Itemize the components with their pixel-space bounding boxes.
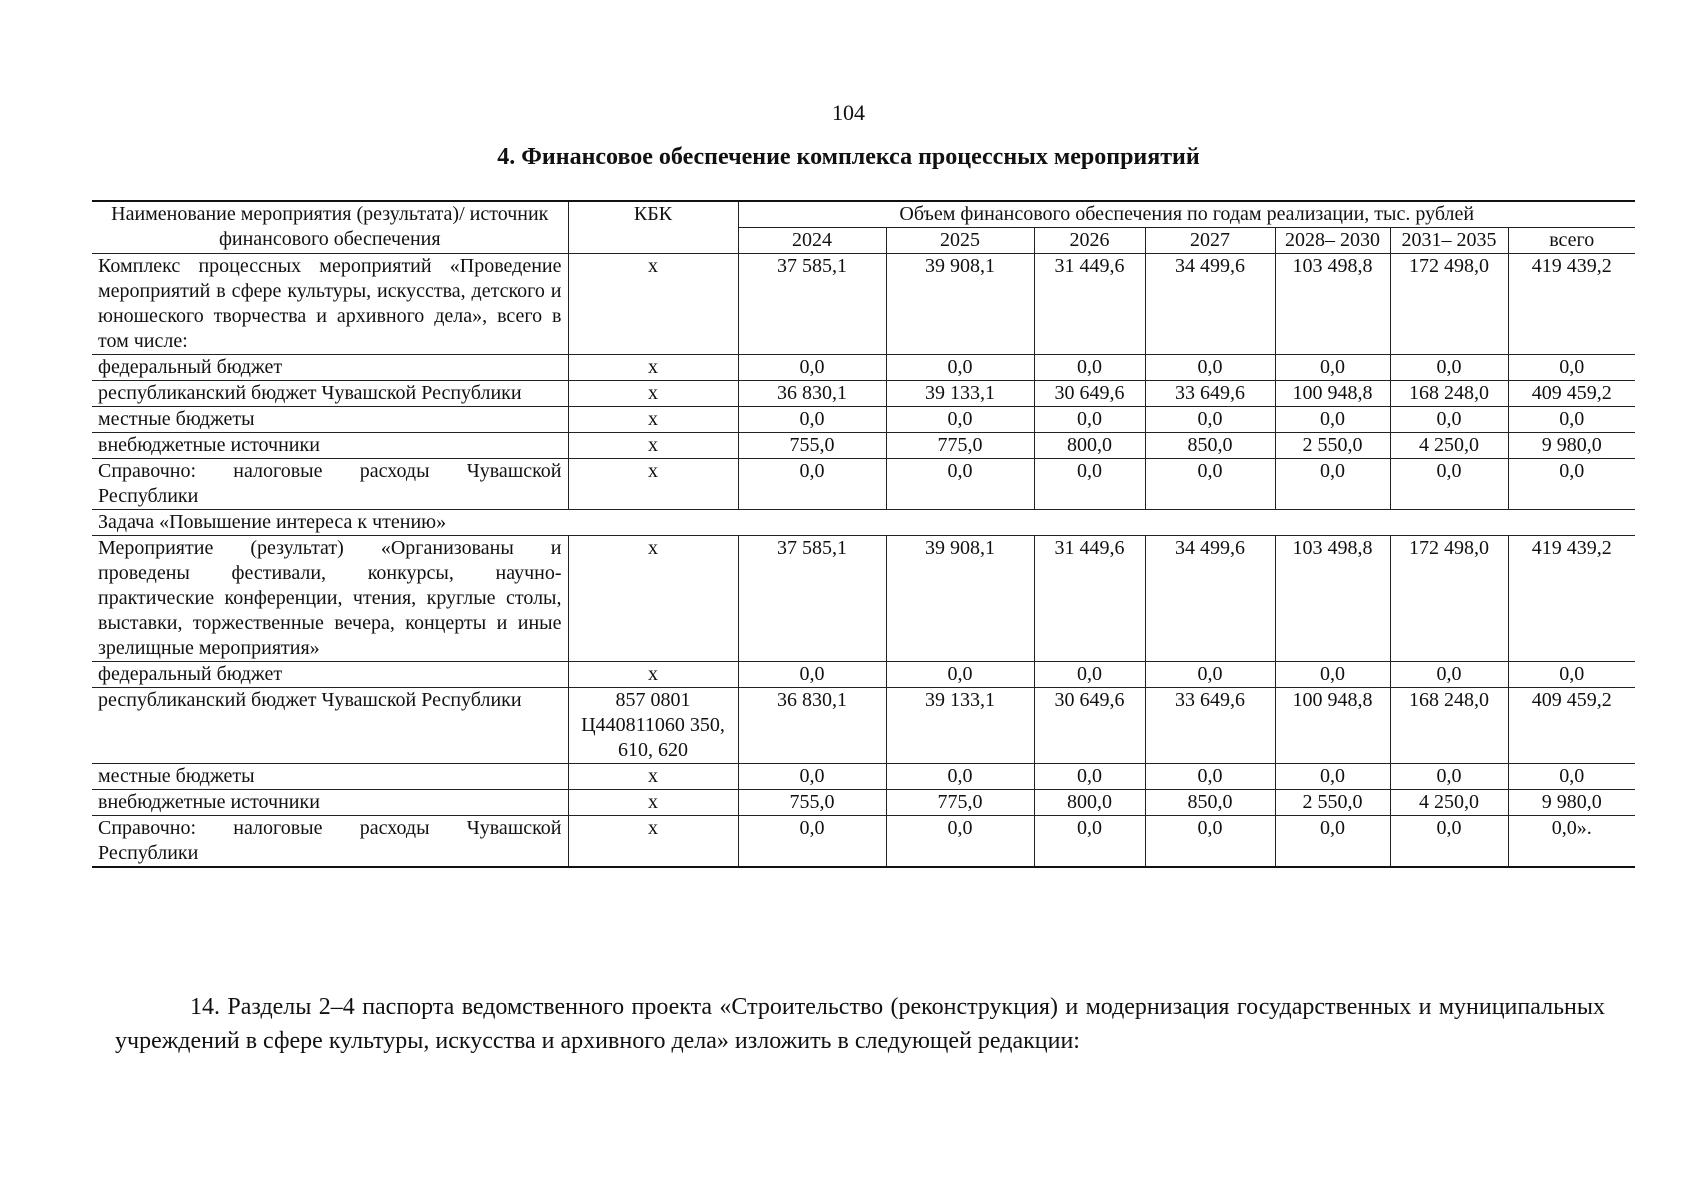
row-kbk: х xyxy=(568,254,738,355)
row-value-3: 33 649,6 xyxy=(1145,381,1275,407)
row-kbk: х xyxy=(568,459,738,510)
row-name: внебюджетные источники xyxy=(92,433,568,459)
row-value-6: 0,0». xyxy=(1508,816,1635,868)
row-name: республиканский бюджет Чувашской Республики xyxy=(92,381,568,407)
row-value-2: 30 649,6 xyxy=(1034,381,1145,407)
row-value-5: 0,0 xyxy=(1390,355,1508,381)
row-value-1: 0,0 xyxy=(886,355,1034,381)
row-value-2: 0,0 xyxy=(1034,816,1145,868)
header-year-5: 2031– 2035 xyxy=(1390,228,1508,254)
row-value-5: 168 248,0 xyxy=(1390,688,1508,764)
table-row xyxy=(92,764,1635,790)
row-value-0: 37 585,1 xyxy=(738,254,886,355)
row-value-4: 0,0 xyxy=(1275,355,1390,381)
row-name: федеральный бюджет xyxy=(92,662,568,688)
row-value-5: 4 250,0 xyxy=(1390,790,1508,816)
row-value-0: 36 830,1 xyxy=(738,381,886,407)
row-value-6: 409 459,2 xyxy=(1508,688,1635,764)
header-year-2: 2026 xyxy=(1034,228,1145,254)
header-kbk-column: КБК xyxy=(568,201,738,254)
row-kbk: х xyxy=(568,816,738,868)
row-value-2: 800,0 xyxy=(1034,433,1145,459)
financing-table xyxy=(92,200,1635,868)
row-value-0: 755,0 xyxy=(738,790,886,816)
row-kbk: х xyxy=(568,355,738,381)
row-value-1: 0,0 xyxy=(886,407,1034,433)
row-name: федеральный бюджет xyxy=(92,355,568,381)
table-row xyxy=(92,536,1635,662)
row-name: местные бюджеты xyxy=(92,764,568,790)
row-value-6: 0,0 xyxy=(1508,764,1635,790)
row-value-2: 0,0 xyxy=(1034,662,1145,688)
row-value-1: 0,0 xyxy=(886,662,1034,688)
row-name: республиканский бюджет Чувашской Республики xyxy=(92,688,568,764)
row-value-0: 37 585,1 xyxy=(738,536,886,662)
row-value-0: 0,0 xyxy=(738,816,886,868)
row-value-2: 800,0 xyxy=(1034,790,1145,816)
row-value-0: 0,0 xyxy=(738,407,886,433)
row-value-5: 0,0 xyxy=(1390,407,1508,433)
row-kbk: х xyxy=(568,407,738,433)
row-kbk: х xyxy=(568,662,738,688)
row-name: Справочно: налоговые расходы Чувашской Республики xyxy=(92,816,568,868)
row-value-3: 0,0 xyxy=(1145,459,1275,510)
row-value-6: 419 439,2 xyxy=(1508,254,1635,355)
table-row xyxy=(92,433,1635,459)
row-value-3: 0,0 xyxy=(1145,764,1275,790)
header-volume-group: Объем финансового обеспечения по годам реализации, тыс. рублей xyxy=(738,201,1635,228)
row-value-2: 31 449,6 xyxy=(1034,254,1145,355)
row-value-6: 0,0 xyxy=(1508,407,1635,433)
header-year-0: 2024 xyxy=(738,228,886,254)
table-row xyxy=(92,790,1635,816)
section-title: 4. Финансовое обеспечение комплекса процессных мероприятий xyxy=(497,144,1200,170)
row-value-0: 36 830,1 xyxy=(738,688,886,764)
row-kbk: х xyxy=(568,433,738,459)
amendment-paragraph: 14. Разделы 2–4 паспорта ведомственного проекта «Строительство (реконструкция) и модернизация государственных и муниципальных учреждений в сфере культуры, искусства и архивного дела» изложить в следующей редакции: xyxy=(115,994,1605,1054)
row-value-1: 39 133,1 xyxy=(886,381,1034,407)
row-kbk: 857 0801 Ц440811060 350, 610, 620 xyxy=(568,688,738,764)
table-row xyxy=(92,816,1635,868)
row-value-4: 2 550,0 xyxy=(1275,433,1390,459)
row-value-1: 775,0 xyxy=(886,433,1034,459)
row-value-6: 0,0 xyxy=(1508,662,1635,688)
row-value-5: 172 498,0 xyxy=(1390,536,1508,662)
row-name: Комплекс процессных мероприятий «Проведение мероприятий в сфере культуры, искусства, детского и юношеского творчества и архивного дела», всего в том числе: xyxy=(92,254,568,355)
header-year-3: 2027 xyxy=(1145,228,1275,254)
row-value-3: 0,0 xyxy=(1145,816,1275,868)
row-kbk: х xyxy=(568,790,738,816)
row-value-4: 100 948,8 xyxy=(1275,688,1390,764)
table-row xyxy=(92,355,1635,381)
row-value-2: 0,0 xyxy=(1034,459,1145,510)
row-value-4: 0,0 xyxy=(1275,407,1390,433)
row-value-2: 0,0 xyxy=(1034,764,1145,790)
row-value-1: 39 908,1 xyxy=(886,536,1034,662)
table-row xyxy=(92,662,1635,688)
page-number: 104 xyxy=(832,100,865,125)
row-value-4: 103 498,8 xyxy=(1275,536,1390,662)
header-year-6: всего xyxy=(1508,228,1635,254)
table-row xyxy=(92,459,1635,510)
row-value-5: 0,0 xyxy=(1390,816,1508,868)
row-value-0: 0,0 xyxy=(738,662,886,688)
row-value-2: 0,0 xyxy=(1034,355,1145,381)
row-value-3: 850,0 xyxy=(1145,433,1275,459)
row-value-6: 9 980,0 xyxy=(1508,433,1635,459)
row-value-0: 0,0 xyxy=(738,764,886,790)
row-value-5: 172 498,0 xyxy=(1390,254,1508,355)
row-value-6: 409 459,2 xyxy=(1508,381,1635,407)
table-row xyxy=(92,381,1635,407)
row-kbk: х xyxy=(568,381,738,407)
row-value-5: 0,0 xyxy=(1390,764,1508,790)
row-value-4: 0,0 xyxy=(1275,662,1390,688)
row-value-4: 2 550,0 xyxy=(1275,790,1390,816)
row-value-6: 419 439,2 xyxy=(1508,536,1635,662)
header-name-column: Наименование мероприятия (результата)/ источник финансового обеспечения xyxy=(92,201,568,254)
table-row xyxy=(92,407,1635,433)
row-name: Мероприятие (результат) «Организованы и проведены фестивали, конкурсы, научно-практические конференции, чтения, круглые столы, выставки, торжественные вечера, концерты и иные зрелищные мероприятия» xyxy=(92,536,568,662)
row-value-3: 0,0 xyxy=(1145,355,1275,381)
table-row xyxy=(92,510,1635,536)
table-row xyxy=(92,254,1635,355)
row-value-3: 33 649,6 xyxy=(1145,688,1275,764)
row-value-0: 0,0 xyxy=(738,355,886,381)
row-value-3: 0,0 xyxy=(1145,662,1275,688)
row-name: Справочно: налоговые расходы Чувашской Республики xyxy=(92,459,568,510)
row-kbk: х xyxy=(568,764,738,790)
row-value-5: 168 248,0 xyxy=(1390,381,1508,407)
task-row-label: Задача «Повышение интереса к чтению» xyxy=(92,510,1635,536)
row-value-1: 39 133,1 xyxy=(886,688,1034,764)
header-year-4: 2028– 2030 xyxy=(1275,228,1390,254)
row-value-5: 0,0 xyxy=(1390,662,1508,688)
row-value-1: 39 908,1 xyxy=(886,254,1034,355)
row-value-1: 0,0 xyxy=(886,764,1034,790)
row-value-3: 34 499,6 xyxy=(1145,254,1275,355)
row-value-1: 775,0 xyxy=(886,790,1034,816)
row-value-3: 0,0 xyxy=(1145,407,1275,433)
table-row xyxy=(92,688,1635,764)
header-year-1: 2025 xyxy=(886,228,1034,254)
row-value-2: 0,0 xyxy=(1034,407,1145,433)
row-value-4: 0,0 xyxy=(1275,764,1390,790)
row-value-2: 30 649,6 xyxy=(1034,688,1145,764)
row-kbk: х xyxy=(568,536,738,662)
row-value-3: 850,0 xyxy=(1145,790,1275,816)
row-value-1: 0,0 xyxy=(886,459,1034,510)
row-value-1: 0,0 xyxy=(886,816,1034,868)
row-name: внебюджетные источники xyxy=(92,790,568,816)
row-value-3: 34 499,6 xyxy=(1145,536,1275,662)
row-value-5: 0,0 xyxy=(1390,459,1508,510)
row-value-4: 103 498,8 xyxy=(1275,254,1390,355)
row-value-4: 0,0 xyxy=(1275,816,1390,868)
row-value-5: 4 250,0 xyxy=(1390,433,1508,459)
row-value-0: 0,0 xyxy=(738,459,886,510)
row-value-6: 0,0 xyxy=(1508,355,1635,381)
row-value-4: 0,0 xyxy=(1275,459,1390,510)
row-value-0: 755,0 xyxy=(738,433,886,459)
row-value-6: 9 980,0 xyxy=(1508,790,1635,816)
row-value-6: 0,0 xyxy=(1508,459,1635,510)
row-value-4: 100 948,8 xyxy=(1275,381,1390,407)
row-value-2: 31 449,6 xyxy=(1034,536,1145,662)
row-name: местные бюджеты xyxy=(92,407,568,433)
